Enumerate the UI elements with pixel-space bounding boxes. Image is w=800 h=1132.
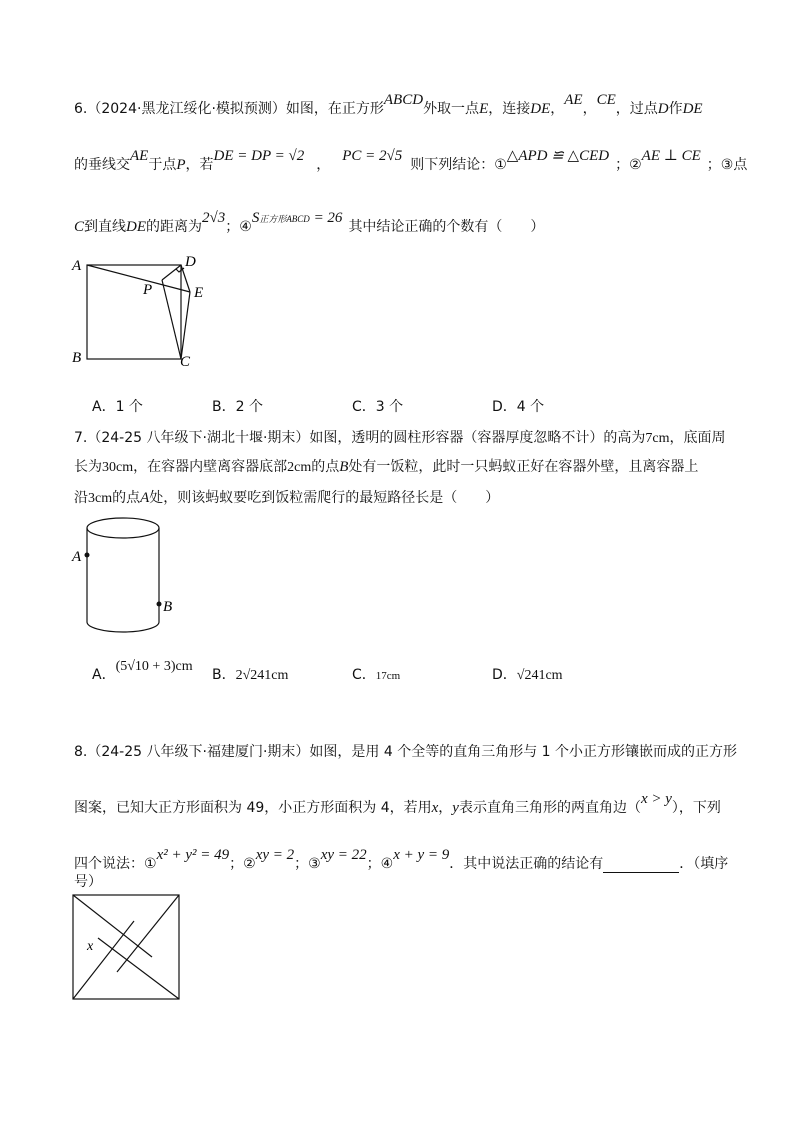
q8-statement-3: xy = 22 (320, 847, 367, 863)
q7-point-a: A (140, 490, 150, 506)
q8-text: 号） (74, 874, 102, 890)
q6-text: 到直线 (84, 219, 127, 235)
q6-number: 6. (74, 101, 88, 117)
q6-text: ， (316, 157, 331, 173)
q8-line-2 (117, 895, 179, 972)
q6-line-1 (74, 92, 703, 118)
q8-text: 如图，是用 4 个全等的直角三角形与 1 个小正方形镶嵌而成的正方形 (309, 744, 738, 760)
q6-area-subscript: 正方形ABCD (259, 214, 310, 224)
q8-var-x: x (431, 800, 439, 816)
q6-option-a[interactable]: A．1 个 (92, 399, 143, 415)
q8-text: ；④ (366, 856, 394, 872)
q7-circumference: 30cm (102, 460, 134, 475)
q8-line-4 (74, 871, 102, 891)
q7-figure (70, 514, 190, 640)
q6-label-p: P (143, 282, 153, 298)
q7-text: 处有一饭粒，此时一只蚂蚁正好在容器外壁，且离容器上 (348, 459, 699, 475)
q6-text: ；② (615, 157, 642, 173)
q6-text: 其中结论正确的个数有（ ） (348, 219, 545, 235)
q7-distance-b: 2cm (287, 460, 312, 475)
q7-line-1 (74, 427, 726, 447)
q7-option-b[interactable] (212, 664, 288, 684)
q6-line-ce (181, 292, 190, 359)
q6-text: ， (582, 101, 597, 117)
q6-text: 的垂线交 (74, 157, 130, 173)
q6-conclusion-4 (252, 210, 343, 226)
q6-math-ce: CE (596, 92, 616, 108)
q6-text: 的距离为 (146, 219, 203, 235)
q8-statement-2: xy = 2 (255, 847, 295, 863)
q6-label-a: A (72, 258, 82, 274)
q6-math-de: DE (126, 219, 147, 235)
q7-text: 如图，透明的圆柱形容器（容器厚度忽略不计）的高为 (309, 430, 646, 446)
q6-option-b[interactable]: B．2 个 (212, 399, 263, 415)
q6-text: ；④ (225, 219, 252, 235)
q6-text: 作 (668, 101, 683, 117)
q8-text: ， (438, 800, 453, 816)
q6-text: ， (550, 101, 565, 117)
q8-text: 四个说法：① (74, 856, 157, 872)
q7-option-a[interactable] (92, 659, 193, 684)
q6-line-3 (74, 210, 545, 236)
q7-number: 7. (74, 430, 88, 446)
q6-text: 外取一点 (423, 101, 480, 117)
q8-text: 图案，已知大正方形面积为 49，小正方形面积为 4，若用 (74, 800, 432, 816)
q8-line-2 (74, 791, 721, 817)
q6-text: ，若 (185, 157, 214, 173)
q7-option-c[interactable] (352, 664, 400, 684)
q7-option-c-label: C． (352, 667, 376, 683)
q7-option-a-value: (5√10 + 3)cm (115, 659, 193, 674)
q6-math-ae: AE (564, 92, 583, 108)
q7-point-b-dot (157, 602, 162, 607)
q7-option-d-value: √241cm (516, 668, 563, 683)
q6-area-symbol: S (251, 210, 260, 226)
q8-text: ；③ (294, 856, 321, 872)
q7-option-d-label: D． (492, 667, 517, 683)
q6-line-ae (87, 265, 190, 292)
q7-point-b: B (339, 459, 349, 475)
q8-answer-blank[interactable] (603, 858, 679, 873)
q8-text: ．（填序 (679, 856, 729, 872)
q7-text: 的点 (311, 459, 340, 475)
q7-option-d[interactable] (492, 664, 563, 684)
q6-text: ，连接 (488, 101, 531, 117)
q8-text: ；② (229, 856, 256, 872)
q6-conclusion-2: AE ⊥ CE (641, 148, 701, 164)
q8-text: ），下列 (671, 800, 721, 816)
q6-text: ；③点 (706, 157, 748, 173)
q6-math-de: DE (682, 101, 703, 117)
q7-height: 7cm (645, 431, 670, 446)
q7-text: 处，则该蚂蚁要吃到饭粒需爬行的最短路径长是（ ） (149, 490, 500, 506)
q8-figure (70, 892, 184, 1004)
q6-square (87, 265, 181, 359)
q8-text: 表示直角三角形的两直角边（ (458, 800, 641, 816)
q8-inequality: x > y (640, 791, 672, 807)
q7-option-b-value: 2√241cm (235, 668, 289, 683)
q7-text: 的点 (112, 490, 141, 506)
q7-cylinder-top (87, 518, 159, 538)
q8-statement-4: x + y = 9 (393, 847, 450, 863)
q8-line-4 (73, 921, 134, 999)
q6-conclusion-3: 2√3 (202, 210, 226, 226)
q6-option-c[interactable]: C．3 个 (352, 399, 404, 415)
q7-text: 长为 (74, 459, 102, 475)
q7-option-a-label: A． (92, 667, 116, 683)
q7-option-b-label: B． (212, 667, 236, 683)
q6-label-b: B (72, 350, 82, 366)
q8-source: （24-25 八年级下·福建厦门·期末） (87, 744, 310, 760)
q6-text: 如图，在正方形 (285, 101, 384, 117)
q6-text: ，过点 (615, 101, 658, 117)
q6-option-d[interactable]: D．4 个 (492, 399, 545, 415)
q6-line-dp (162, 265, 181, 280)
q6-condition-1: DE = DP = √2 (213, 148, 305, 164)
q6-point-p: P (176, 157, 186, 173)
q8-var-y: y (452, 800, 459, 816)
q8-line-3 (74, 847, 729, 873)
q6-condition-2: PC = 2√5 (342, 148, 403, 164)
q8-number: 8. (74, 744, 88, 760)
q8-label-x: x (87, 939, 94, 954)
q6-source: （2024·黑龙江绥化·模拟预测） (87, 101, 286, 117)
q7-option-c-value: 17cm (375, 670, 401, 682)
q7-source: （24-25 八年级下·湖北十堰·期末） (87, 430, 310, 446)
q7-text: ，底面周 (669, 430, 726, 446)
q7-text: 沿 (74, 490, 88, 506)
q6-math-de: DE (530, 101, 551, 117)
q6-text: 则下列结论：① (410, 157, 507, 173)
q6-area-value: = 26 (309, 210, 343, 226)
q6-label-e: E (194, 285, 204, 301)
q6-point-c: C (74, 219, 85, 235)
q6-point-e: E (479, 101, 489, 117)
q8-line-1 (74, 741, 737, 761)
q6-label-c: C (180, 354, 191, 370)
q7-distance-a: 3cm (88, 491, 113, 506)
q7-line-2 (74, 456, 698, 476)
q6-math-ae: AE (130, 148, 149, 164)
q6-line-pc (162, 280, 181, 359)
q6-point-d: D (657, 101, 669, 117)
q7-cylinder-bottom (87, 622, 159, 632)
q7-text: ，在容器内壁离容器底部 (133, 459, 288, 475)
q7-label-b: B (163, 599, 173, 615)
q6-line-2 (74, 148, 748, 174)
q7-line-3 (74, 487, 499, 507)
q6-conclusion-1: △APD ≌ △CED (506, 148, 610, 164)
q6-figure (70, 252, 220, 370)
q7-label-a: A (72, 549, 82, 565)
q8-text: ．其中说法正确的结论有 (449, 856, 604, 872)
q7-point-a-dot (85, 553, 90, 558)
q6-label-d: D (185, 254, 196, 270)
q6-text: 于点 (148, 157, 177, 173)
q6-math-abcd: ABCD (383, 92, 424, 108)
q8-statement-1: x² + y² = 49 (156, 847, 230, 863)
